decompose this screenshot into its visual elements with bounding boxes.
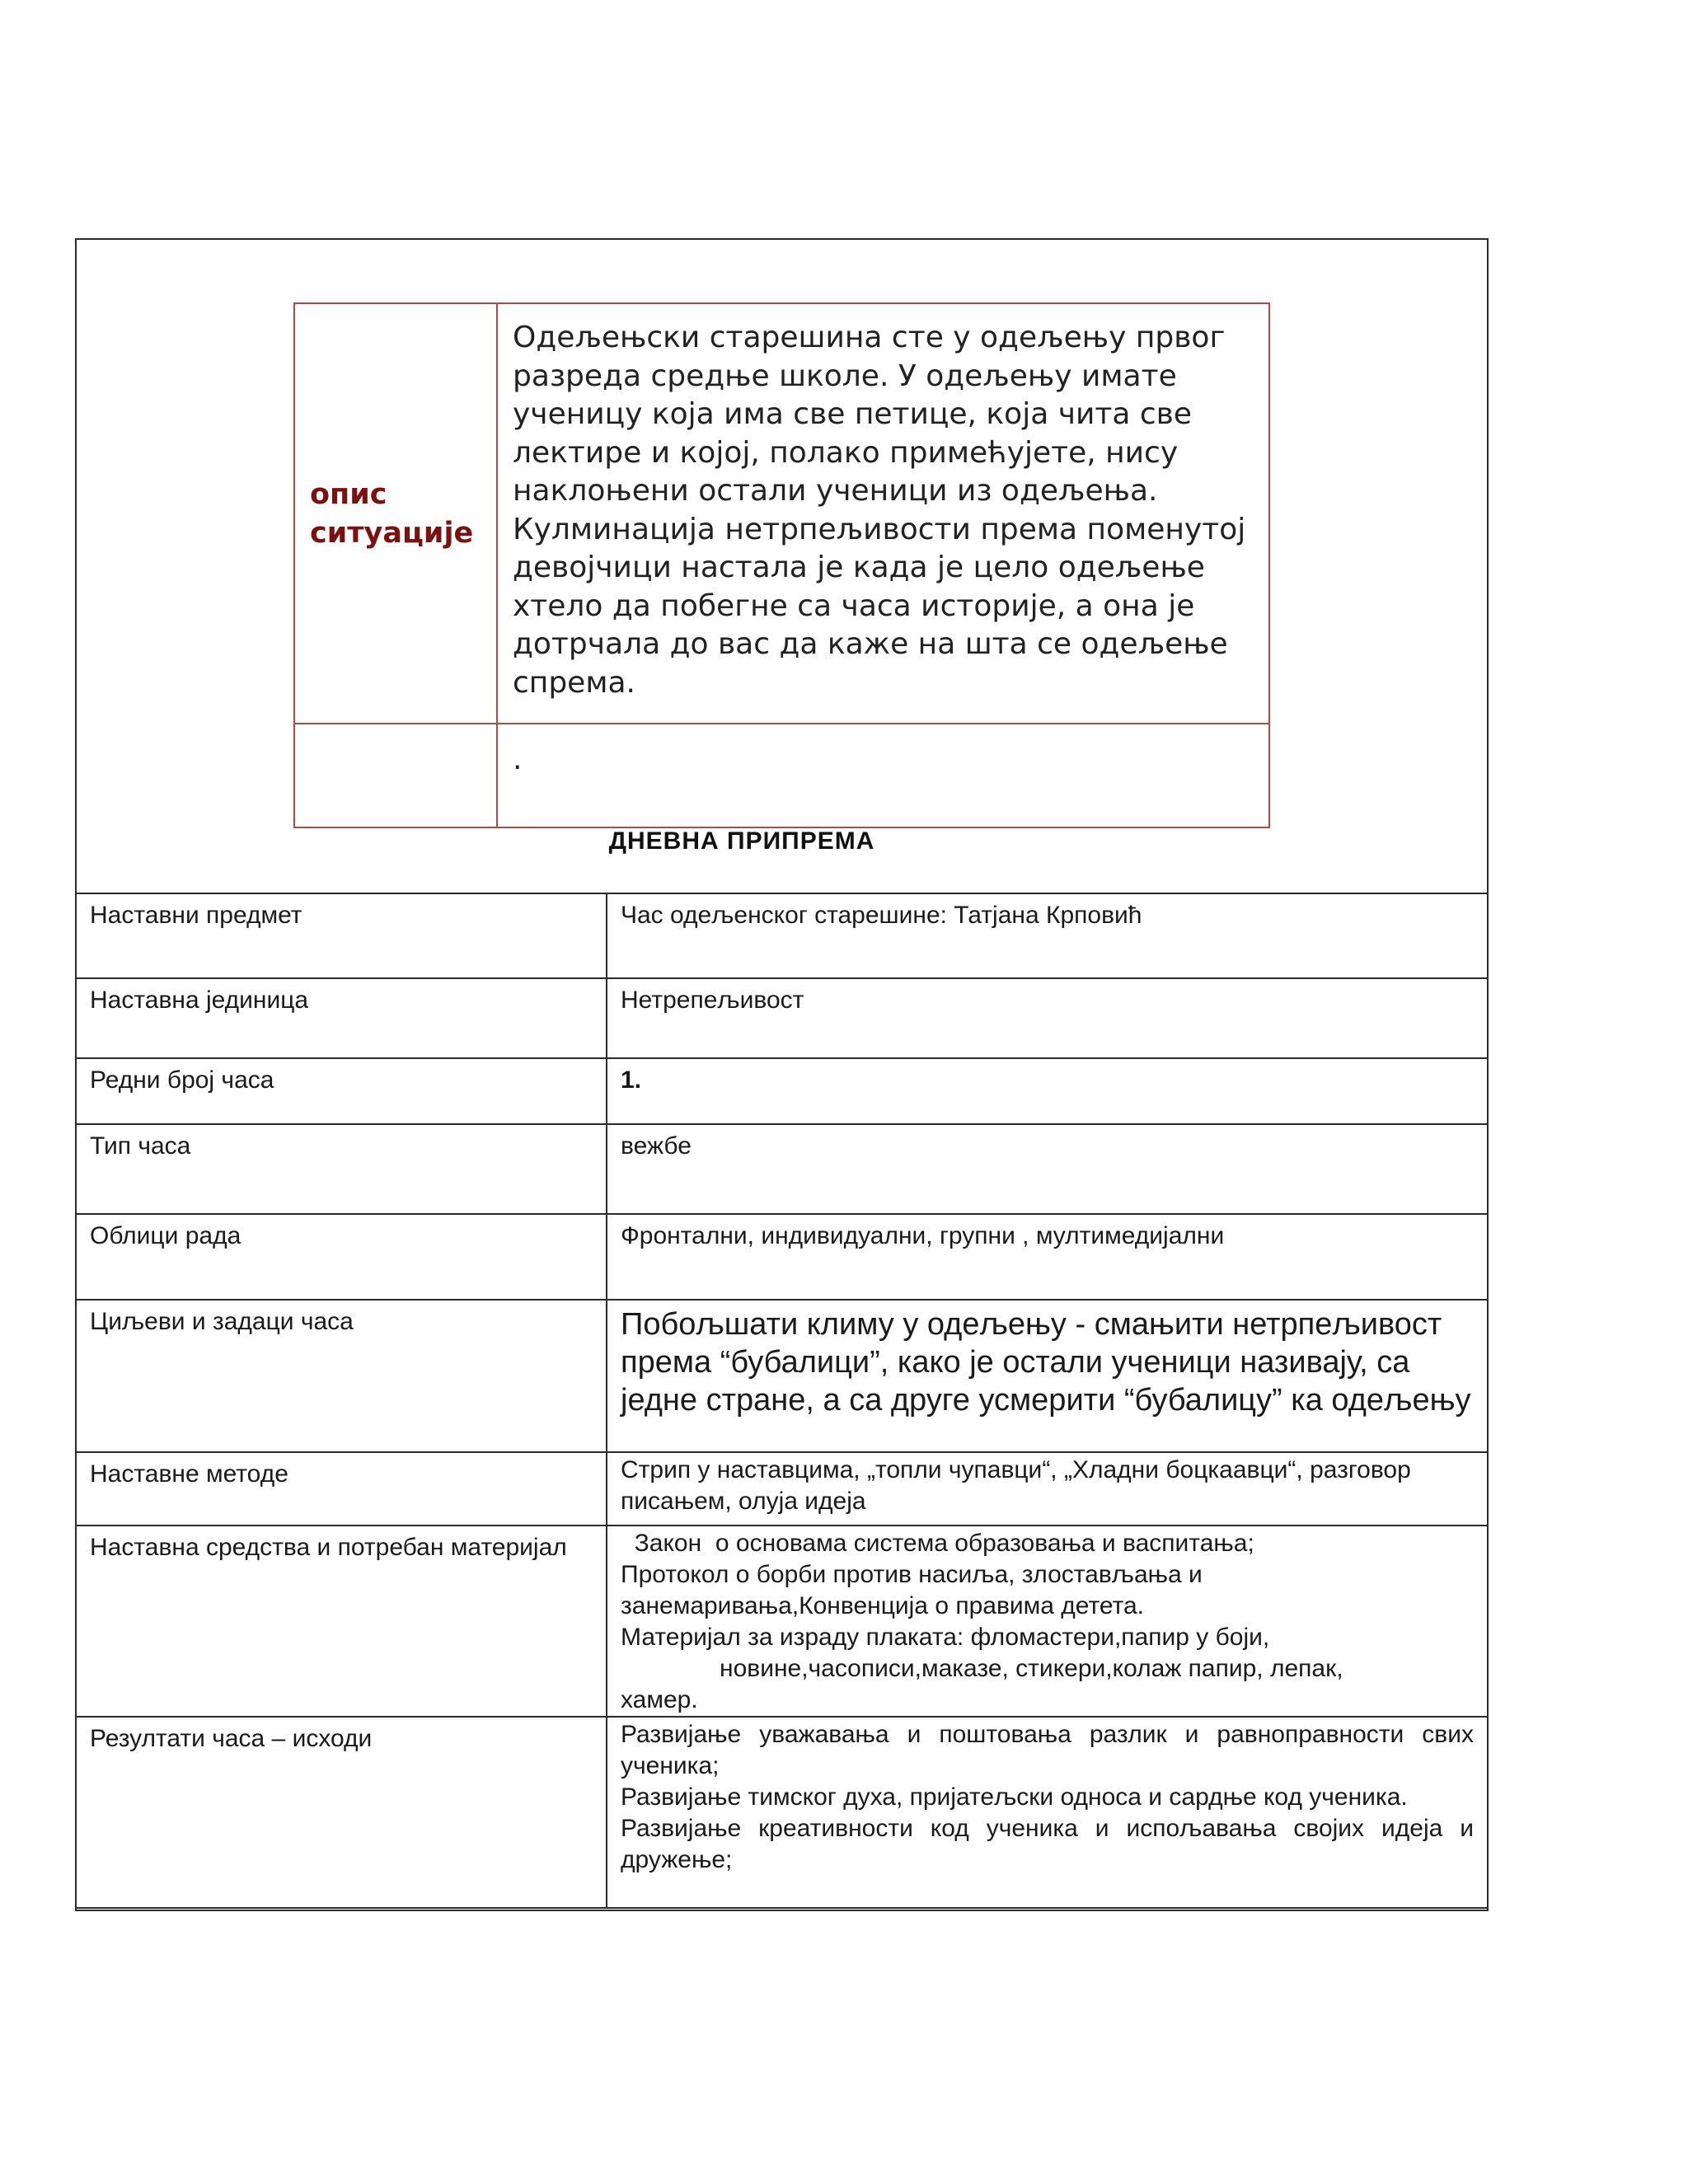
material-line: хамер. [621,1686,698,1713]
situation-text: Одељењски старешина сте у одељењу првог разреда средње школе. У одељењу имате ученицу која има све петице, која чита све лектире и којој, полако примећујете, нису наклоњени остали ученици из одељења. Кулминација нетрпељивости према поменутој девојчици настала је када је цело одељење хтело да побегне са часа историје, а она је дотрчала до вас да каже на шта се одељење спрема. [513,321,1246,700]
row-label: Наставни предмет [76,893,607,978]
outcome-line: Развијање креативности код ученика и испољавања својих идеја и дружење; [621,1815,1474,1873]
outcome-line: Развијање уважавања и поштовања разлик и равноправности свих ученика; [621,1721,1474,1779]
row-label: Циљеви и задаци часа [76,1300,607,1452]
situation-box [293,302,1270,828]
situation-divider [496,304,498,827]
row-label: Редни број часа [76,1058,607,1124]
table-row [76,978,1488,1058]
lesson-table [75,893,1489,1909]
table-row [76,1124,1488,1214]
situation-label: опис ситуације [310,478,474,550]
table-row [76,1526,1488,1717]
table-row [76,1300,1488,1452]
outcome-line: Развијање тимског духа, пријатељски односа и сардње код ученика. [621,1783,1408,1811]
row-label: Наставна јединица [76,978,607,1058]
row-value: Нетрепељивост [607,978,1488,1058]
row-value: Час одељенског старешине: Татјана Крповић [607,893,1488,978]
row-value: Побољшати климу у одељењу - смањити нетрпељивост према “бубалици”, како је остали ученици називају, са једне стране, а са друге усмерити “бубалицу” ка одељењу [607,1300,1488,1452]
material-line: Закон о основама система образовања и васпитања; [621,1530,1254,1557]
row-value: Стрип у наставцима, „топли чупавци“, „Хладни боцкаавци“, разговор писањем, олуја идеја [607,1452,1488,1526]
row-value: Фронтални, индивидуални, групни , мултимедијални [607,1214,1488,1300]
table-row [76,1058,1488,1124]
situation-bottom-text: . [513,743,523,776]
page-title: ДНЕВНА ПРИПРЕМА [608,827,875,855]
table-row [76,1717,1488,1908]
row-label: Тип часа [76,1124,607,1214]
row-label: Облици рада [76,1214,607,1300]
table-row [76,893,1488,978]
table-row [76,1214,1488,1300]
row-value: 1. [607,1058,1488,1124]
row-label: Наставне методе [76,1452,607,1526]
row-value [607,1526,1488,1717]
situation-row-divider [295,723,1268,724]
row-value [607,1717,1488,1908]
material-line: новине,часописи,маказе, стикери,колаж папир, лепак, [720,1655,1343,1682]
table-row [76,1452,1488,1526]
material-line: Протокол о борби против насиља, злостављања и занемаривања,Конвенција о правима детета. [621,1561,1203,1619]
material-line: Материјал за израду плаката: фломастери,папир у боји, [621,1624,1270,1651]
row-label: Наставна средства и потребан материјал [76,1526,607,1717]
row-label: Резултати часа – исходи [76,1717,607,1908]
row-value: вежбе [607,1124,1488,1214]
